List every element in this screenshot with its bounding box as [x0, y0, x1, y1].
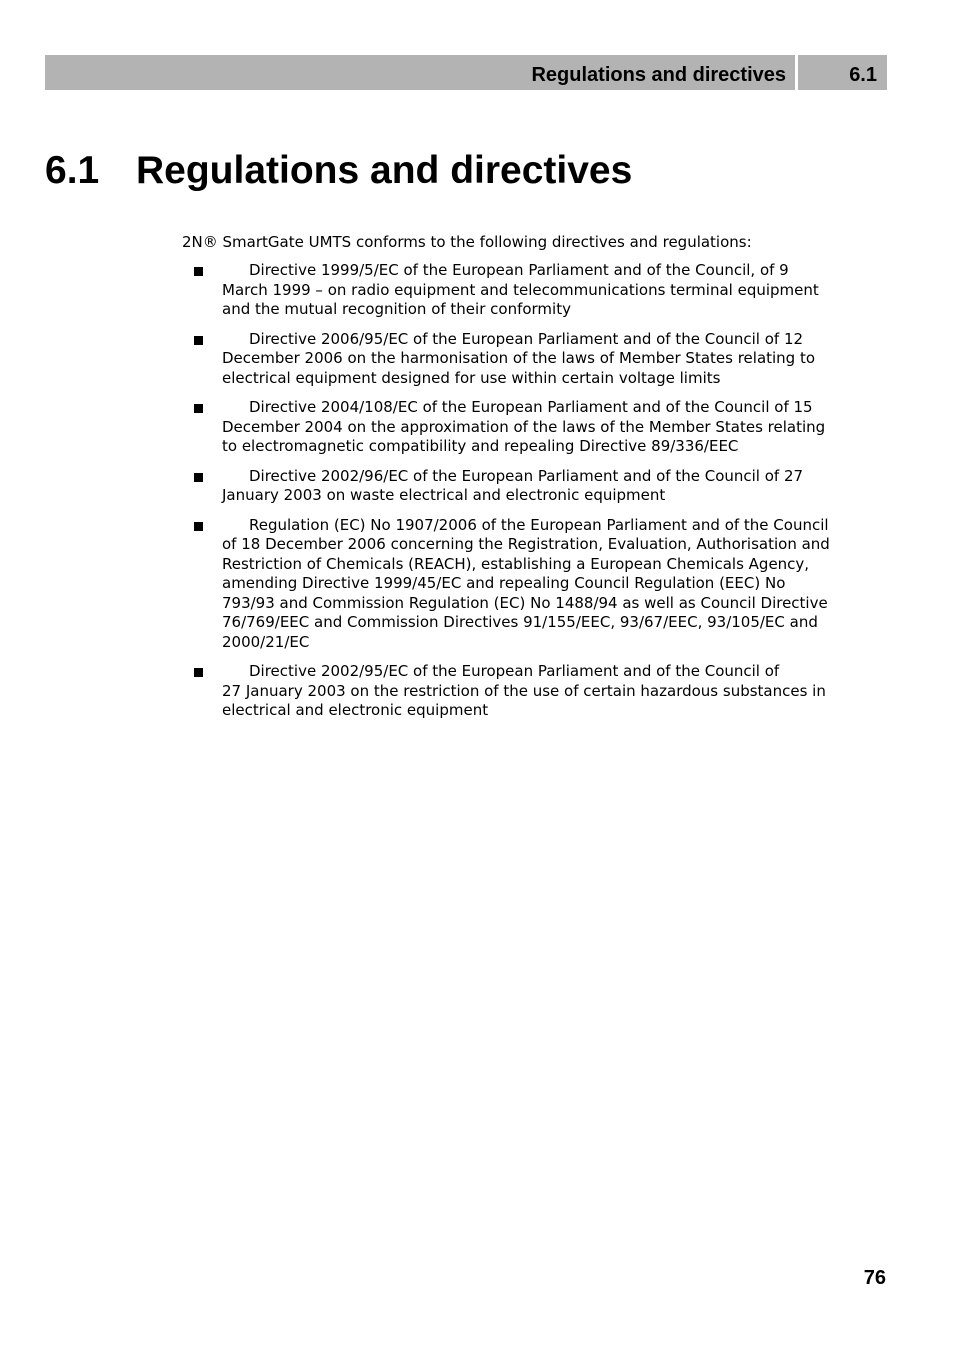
square-bullet-icon — [194, 336, 203, 345]
directive-item — [182, 398, 882, 457]
directive-item — [182, 467, 882, 506]
section-title: Regulations and directives — [136, 149, 633, 192]
directive-text: Regulation (EC) No 1907/2006 of the European Parliament and of the Council of 18 December 2006 concerning the Registration, Evaluation, Authorisation and Restriction of Chemicals (REACH), establishing a European Chemicals Agency, amending Directive 1999/45/EC and repealing Council Regulation (EEC) No 793/93 and Commission Regulation (EC) No 1488/94 as well as Council Directive 76/769/EEC and Commission Directives 91/155/EEC, 93/67/EEC, 93/105/EC and 2000/21/EC — [222, 515, 830, 651]
directive-item — [182, 662, 882, 721]
directive-text: Directive 2004/108/EC of the European Parliament and of the Council of 15 December 2004 on the approximation of the laws of the Member States relating to electromagnetic compatibility and repealing Directive 89/336/EEC — [222, 398, 826, 455]
header-section-number: 6.1 — [798, 55, 887, 90]
square-bullet-icon — [194, 473, 203, 482]
page-number: 76 — [863, 1267, 886, 1289]
square-bullet-icon — [194, 522, 203, 531]
square-bullet-icon — [194, 668, 203, 677]
intro-paragraph: 2N® SmartGate UMTS conforms to the following directives and regulations: — [182, 233, 752, 251]
directive-list — [182, 261, 882, 731]
directive-item — [182, 261, 882, 320]
directive-item — [182, 330, 882, 389]
section-number: 6.1 — [45, 149, 100, 192]
square-bullet-icon — [194, 267, 203, 276]
header-title: Regulations and directives — [45, 55, 795, 90]
directive-text: Directive 2002/96/EC of the European Parliament and of the Council of 27 January 2003 on waste electrical and electronic equipment — [222, 466, 804, 504]
running-header — [45, 55, 887, 90]
directive-item — [182, 516, 882, 653]
directive-text: Directive 2002/95/EC of the European Parliament and of the Council of 27 January 2003 on the restriction of the use of certain hazardous substances in electrical and electronic equipment — [222, 662, 826, 719]
directive-text: Directive 2006/95/EC of the European Parliament and of the Council of 12 December 2006 on the harmonisation of the laws of Member States relating to electrical equipment designed for use within certain voltage limits — [222, 329, 816, 387]
directive-text: Directive 1999/5/EC of the European Parliament and of the Council, of 9 March 1999 – on radio equipment and telecommunications terminal equipment and the mutual recognition of their conformity — [222, 261, 819, 318]
square-bullet-icon — [194, 404, 203, 413]
